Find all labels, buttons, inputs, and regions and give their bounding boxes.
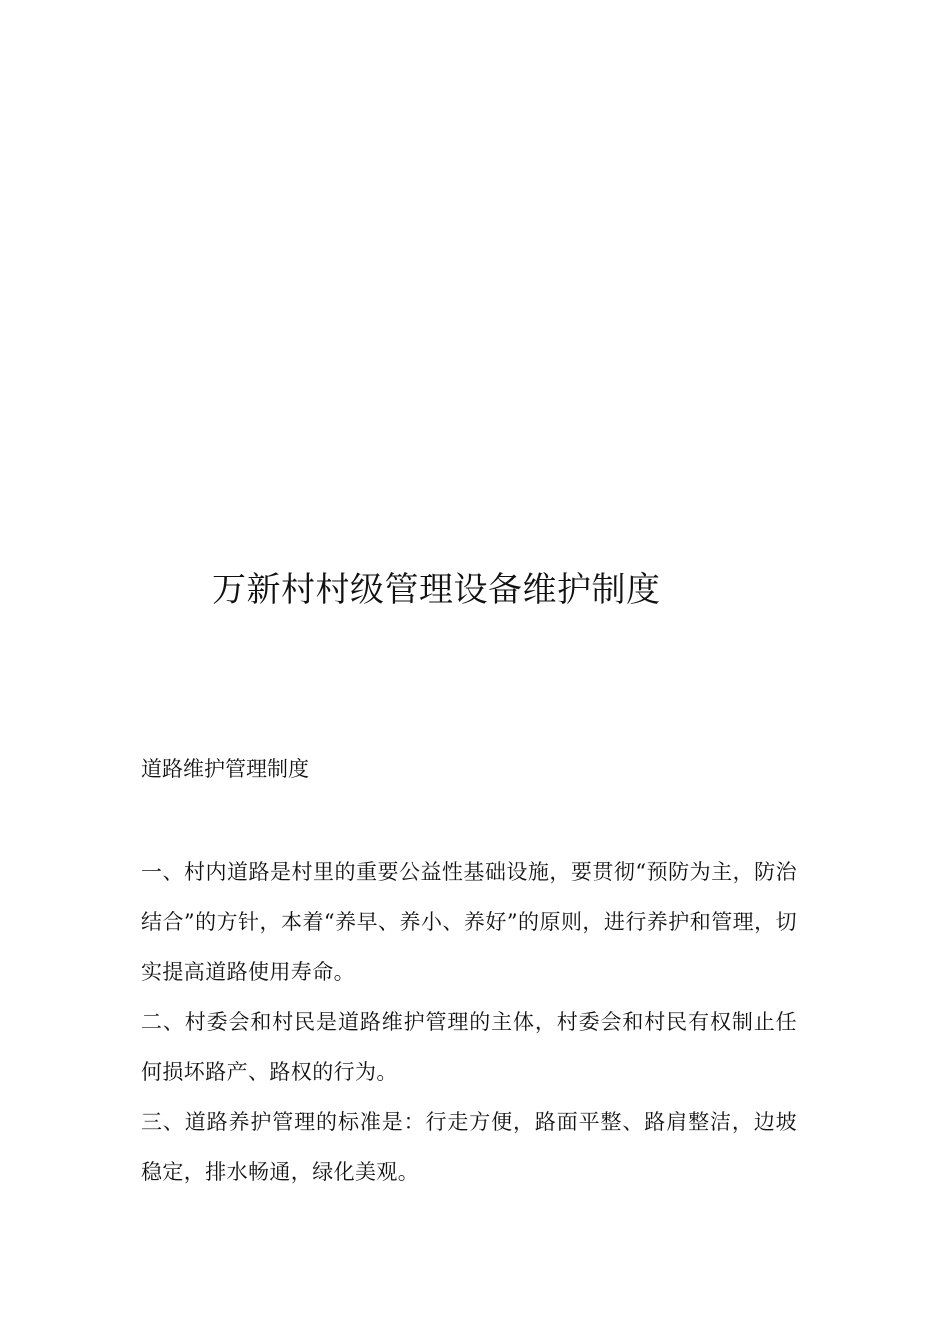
regulation-list: [141, 847, 797, 1197]
regulation-item-1: 一、村内道路是村里的重要公益性基础设施，要贯彻“预防为主，防治结合”的方针，本着“养早、养小、养好”的原则，进行养护和管理，切实提高道路使用寿命。: [141, 860, 797, 984]
document-title: 万新村村级管理设备维护制度: [212, 570, 661, 610]
section-heading: 道路维护管理制度: [141, 757, 309, 781]
regulation-item-3: 三、道路养护管理的标准是：行走方便，路面平整、路肩整洁，边坡稳定，排水畅通，绿化美观。: [141, 1110, 797, 1184]
regulation-item-2: 二、村委会和村民是道路维护管理的主体，村委会和村民有权制止任何损坏路产、路权的行为。: [141, 1010, 797, 1084]
